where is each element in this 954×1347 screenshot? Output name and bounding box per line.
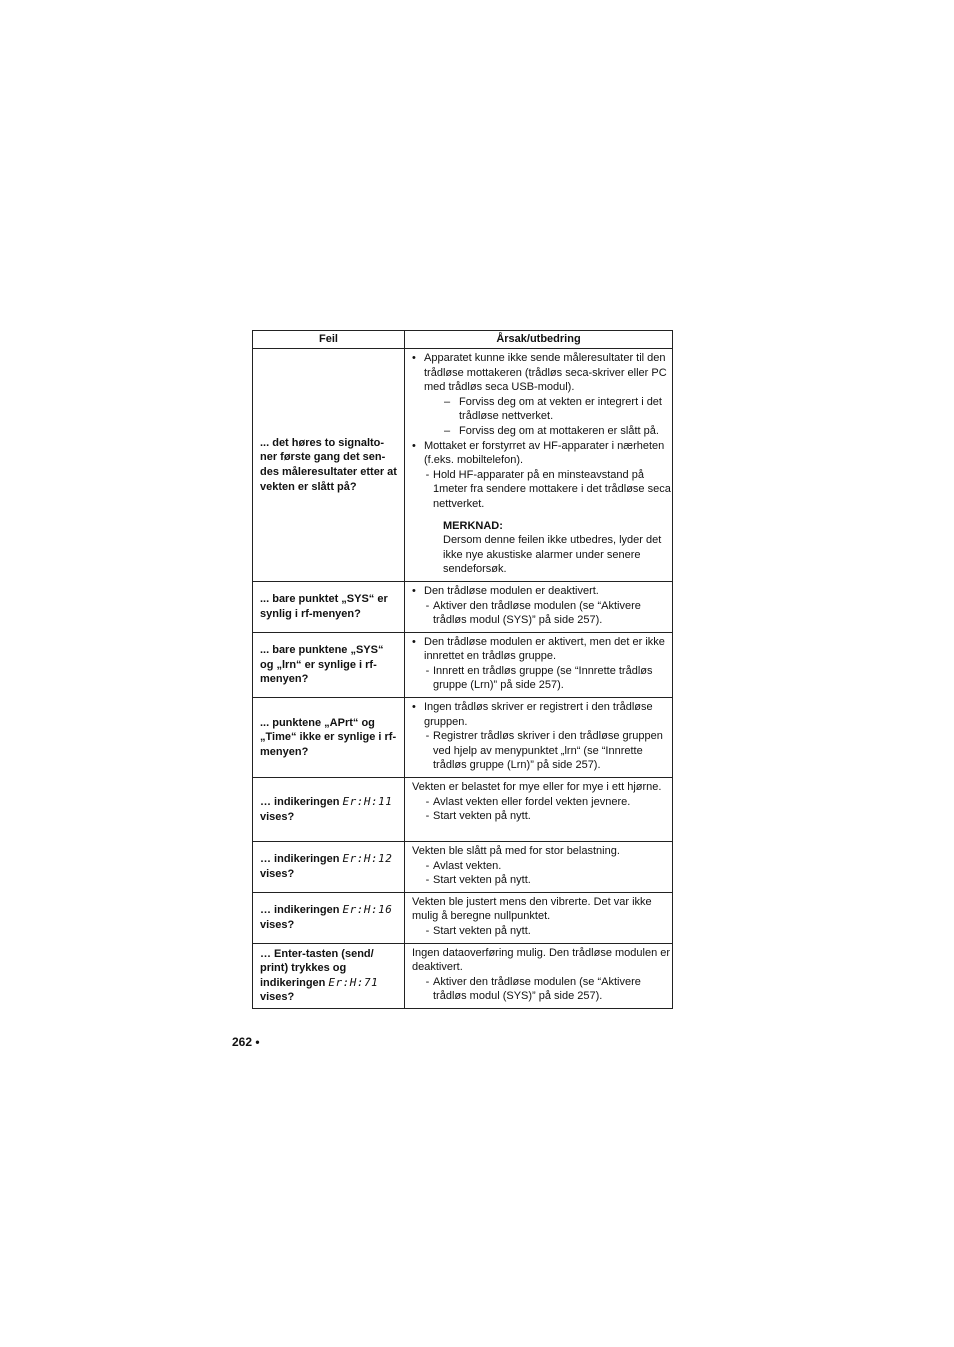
table-header-row: [253, 331, 673, 349]
table-row: [253, 698, 673, 778]
fault-text: … indikeringen: [260, 795, 340, 808]
fault-cell: ... bare punktet „SYS“ er synlig i rf-menyen?: [253, 581, 405, 632]
remedy-step: - Registrer trådløs skriver i den trådløse gruppen ved hjelp av menypunktet „lrn“ (se “Innrette trådløs gruppe (Lrn)” på side 257).: [412, 729, 672, 773]
fault-cell: [253, 778, 405, 842]
remedy-step: - Aktiver den trådløse modulen (se “Aktivere trådløs modul (SYS)” på side 257).: [412, 975, 672, 1004]
cause-bullet: • Ingen trådløs skriver er registrert i den trådløse gruppen.: [412, 700, 672, 729]
remedy-step: - Start vekten på nytt.: [412, 924, 672, 939]
note-title: MERKNAD:: [443, 519, 503, 532]
remedy-step: - Innrett en trådløs gruppe (se “Innrette trådløs gruppe (Lrn)” på side 257).: [412, 664, 672, 693]
table-row: [253, 892, 673, 943]
table-row: [253, 349, 673, 582]
cause-text: Vekten er belastet for mye eller for mye i ett hjørne.: [412, 781, 662, 794]
cause-bullet: • Den trådløse modulen er aktivert, men det er ikke innrettet en trådløs gruppe.: [412, 635, 672, 664]
table-row: [253, 842, 673, 893]
error-code: Er:H:12: [342, 852, 393, 866]
remedy-step: – Forviss deg om at mottakeren er slått på.: [412, 424, 672, 439]
table-row: [253, 632, 673, 697]
error-code: Er:H:71: [328, 975, 379, 989]
remedy-cell: [405, 892, 673, 943]
remedy-step: - Start vekten på nytt.: [412, 809, 672, 824]
remedy-step: - Hold HF-apparater på en minsteavstand på 1meter fra sendere mottakere i det trådløse seca nettverket.: [412, 468, 672, 512]
cause-bullet: • Apparatet kunne ikke sende måleresultater til den trådløse mottakeren (trådløs seca-skriver eller PC med trådløs seca USB-modul).: [412, 351, 672, 395]
table-row: [253, 943, 673, 1008]
error-code: Er:H:11: [342, 794, 393, 808]
fault-cell: [253, 943, 405, 1008]
table-row: [253, 581, 673, 632]
page-number: 262 •: [232, 1035, 260, 1049]
remedy-cell: [405, 349, 673, 582]
cause-text: Vekten ble slått på med for stor belastning.: [412, 845, 620, 858]
fault-text: vises?: [260, 918, 295, 931]
cause-text: Vekten ble justert mens den vibrerte. Det var ikke mulig å beregne nullpunktet.: [412, 895, 652, 923]
remedy-cell: [405, 842, 673, 893]
remedy-step: - Avlast vekten eller fordel vekten jevnere.: [412, 795, 672, 810]
troubleshooting-table: [252, 330, 673, 1009]
cause-bullet: • Den trådløse modulen er deaktivert.: [412, 584, 672, 599]
cause-bullet: • Mottaket er forstyrret av HF-apparater i nærheten (f.eks. mobiltelefon).: [412, 439, 672, 468]
fault-cell: [253, 842, 405, 893]
header-fault: Feil: [253, 331, 405, 349]
fault-cell: ... punktene „APrt“ og „Time“ ikke er synlige i rf-menyen?: [253, 698, 405, 778]
header-cause-remedy: Årsak/utbedring: [405, 331, 673, 349]
remedy-cell: [405, 581, 673, 632]
fault-text: … indikeringen: [260, 904, 340, 917]
fault-text: … Enter-tasten (: [260, 947, 345, 960]
fault-text: … indikeringen: [260, 853, 340, 866]
remedy-cell: [405, 943, 673, 1008]
fault-text: vises?: [260, 991, 295, 1004]
fault-cell: ... det høres to signalto-ner første gang det sen-des måleresultater etter at vekten er slått på?: [253, 349, 405, 582]
remedy-step: - Aktiver den trådløse modulen (se “Aktivere trådløs modul (SYS)” på side 257).: [412, 599, 672, 628]
remedy-step: - Start vekten på nytt.: [412, 873, 672, 888]
fault-cell: [253, 892, 405, 943]
note-text: Dersom denne feilen ikke utbedres, lyder det ikke nye akustiske alarmer under senere sendeforsøk.: [443, 534, 662, 576]
key-label: send/ print: [260, 947, 374, 975]
error-code: Er:H:16: [342, 903, 393, 917]
cause-text: Ingen dataoverføring mulig. Den trådløse modulen er deaktivert.: [412, 946, 671, 974]
remedy-cell: [405, 698, 673, 778]
table-row: [253, 778, 673, 842]
fault-text: vises?: [260, 810, 295, 823]
fault-text: ) trykkes og indikeringen: [260, 962, 347, 989]
troubleshooting-table-container: [252, 330, 672, 1009]
fault-cell: ... bare punktene „SYS“ og „lrn“ er synlige i rf-menyen?: [253, 632, 405, 697]
remedy-step: - Avlast vekten.: [412, 859, 672, 874]
remedy-step: – Forviss deg om at vekten er integrert i det trådløse nettverket.: [412, 395, 672, 424]
remedy-cell: [405, 778, 673, 842]
fault-text: vises?: [260, 867, 295, 880]
remedy-cell: [405, 632, 673, 697]
